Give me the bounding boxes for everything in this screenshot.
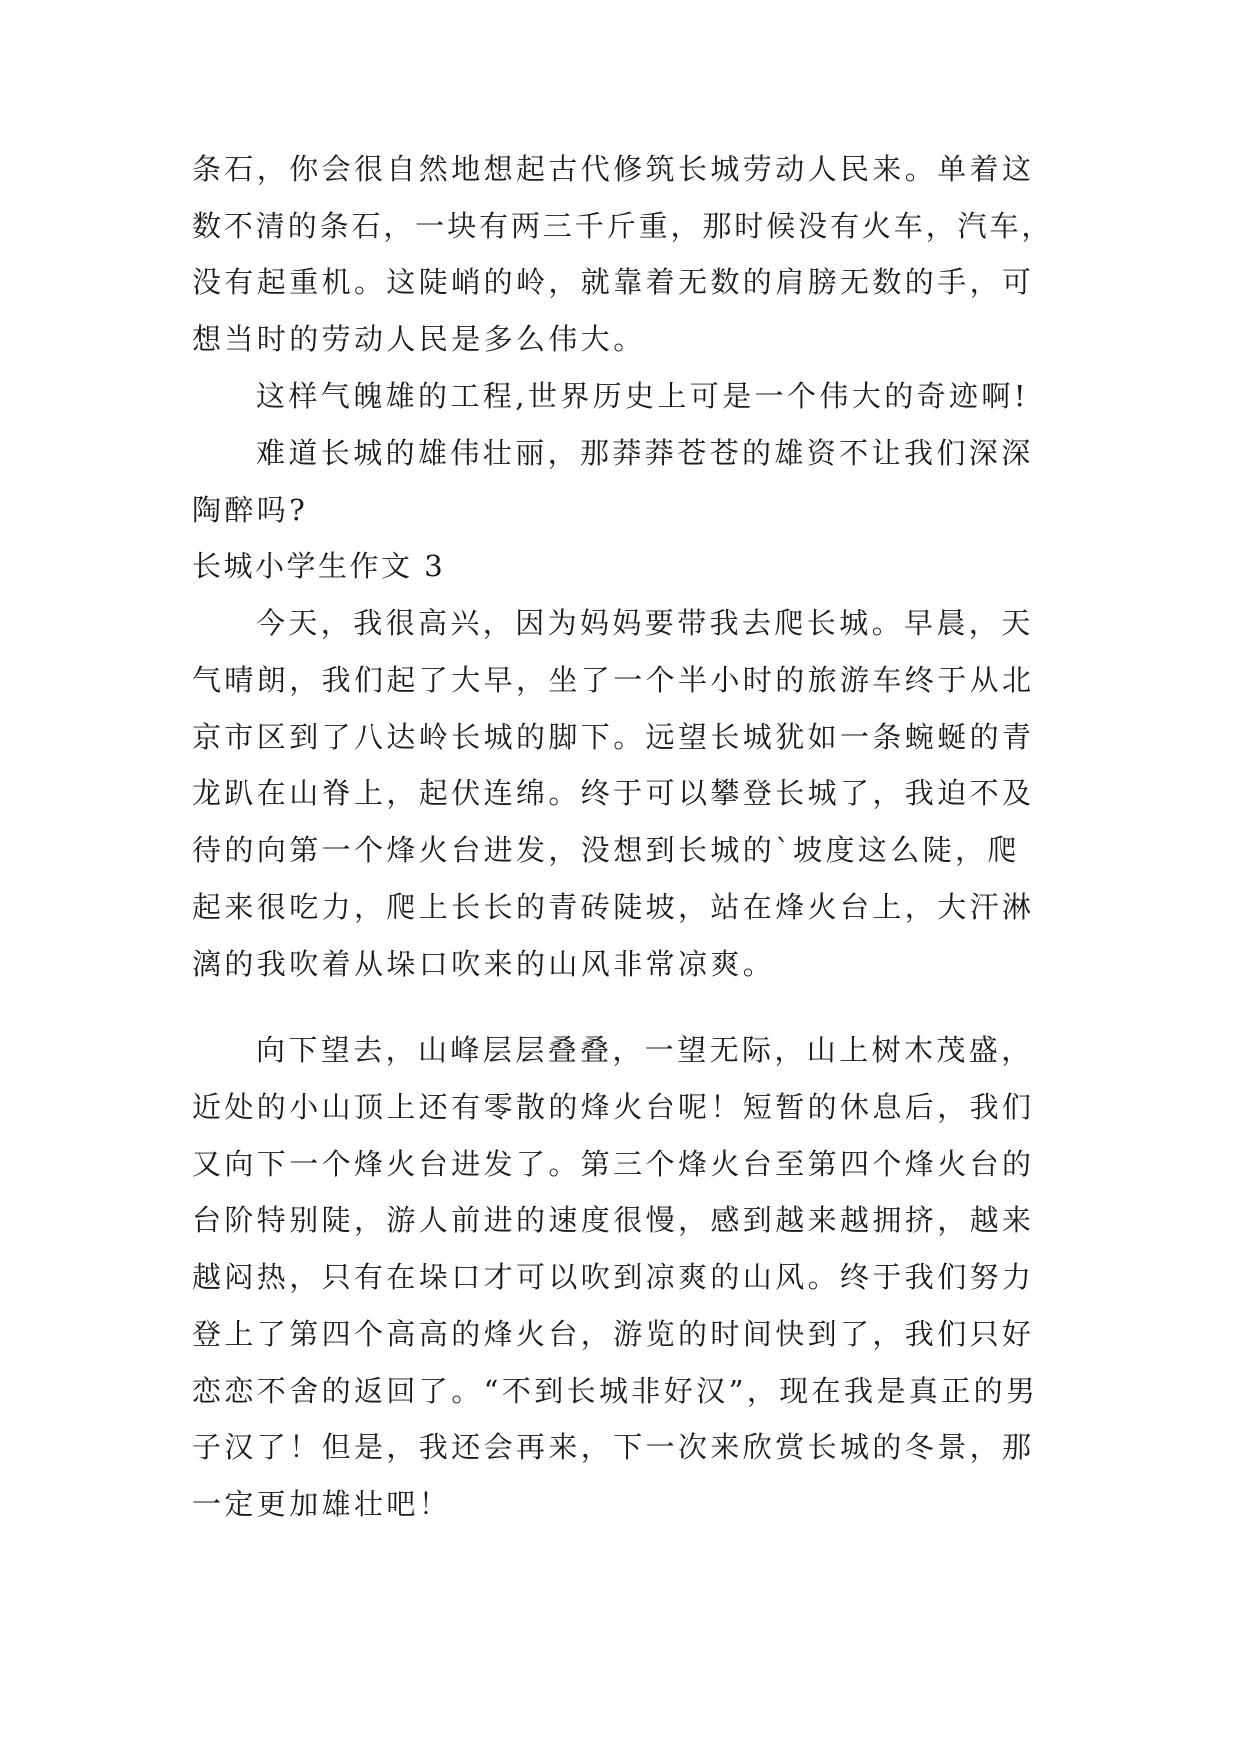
paragraph-line: 登上了第四个高高的烽火台，游览的时间快到了，我们只好 bbox=[192, 1317, 1035, 1351]
paragraph-line: 又向下一个烽火台进发了。第三个烽火台至第四个烽火台的 bbox=[192, 1147, 1035, 1181]
paragraph-line: 陶醉吗? bbox=[192, 493, 309, 527]
paragraph-line: 难道长城的雄伟壮丽，那莽莽苍苍的雄资不让我们深深 bbox=[256, 436, 1034, 470]
paragraph-line: 漓的我吹着从垛口吹来的山风非常凉爽。 bbox=[192, 947, 776, 981]
paragraph-line: 台阶特别陡，游人前进的速度很慢，感到越来越拥挤，越来 bbox=[192, 1203, 1035, 1237]
paragraph-line: 今天，我很高兴，因为妈妈要带我去爬长城。早晨，天 bbox=[256, 606, 1034, 640]
paragraph-line: 龙趴在山脊上，起伏连绵。终于可以攀登长城了，我迫不及 bbox=[192, 776, 1035, 810]
paragraph-line: 数不清的条石，一块有两三千斤重，那时候没有火车，汽车， bbox=[192, 209, 1054, 243]
paragraph-line: 这样气魄雄的工程,世界历史上可是一个伟大的奇迹啊! bbox=[256, 379, 1029, 413]
paragraph-line: 越闷热，只有在垛口才可以吹到凉爽的山风。终于我们努力 bbox=[192, 1260, 1035, 1294]
paragraph-line: 京市区到了八达岭长城的脚下。远望长城犹如一条蜿蜒的青 bbox=[192, 720, 1035, 754]
paragraph-line: 气晴朗，我们起了大早，坐了一个半小时的旅游车终于从北 bbox=[192, 663, 1035, 697]
paragraph-line: 条石，你会很自然地想起古代修筑长城劳动人民来。单着这 bbox=[192, 152, 1035, 186]
paragraph-line: 起来很吃力，爬上长长的青砖陡坡，站在烽火台上，大汗淋 bbox=[192, 890, 1035, 924]
paragraph-line: 一定更加雄壮吧！ bbox=[192, 1487, 452, 1521]
section-heading: 长城小学生作文 3 bbox=[192, 549, 446, 583]
paragraph-line: 没有起重机。这陡峭的岭，就靠着无数的肩膀无数的手，可 bbox=[192, 265, 1035, 299]
paragraph-line: 恋恋不舍的返回了。“不到长城非好汉”，现在我是真正的男 bbox=[192, 1374, 1039, 1408]
paragraph-line: 想当时的劳动人民是多么伟大。 bbox=[192, 322, 646, 356]
paragraph-line: 向下望去，山峰层层叠叠，一望无际，山上树木茂盛， bbox=[256, 1033, 1034, 1067]
paragraph-line: 近处的小山顶上还有零散的烽火台呢！短暂的休息后，我们 bbox=[192, 1090, 1035, 1124]
paragraph-line: 待的向第一个烽火台进发，没想到长城的`坡度这么陡，爬 bbox=[192, 833, 1020, 867]
paragraph-line: 子汉了！但是，我还会再来，下一次来欣赏长城的冬景，那 bbox=[192, 1430, 1035, 1464]
